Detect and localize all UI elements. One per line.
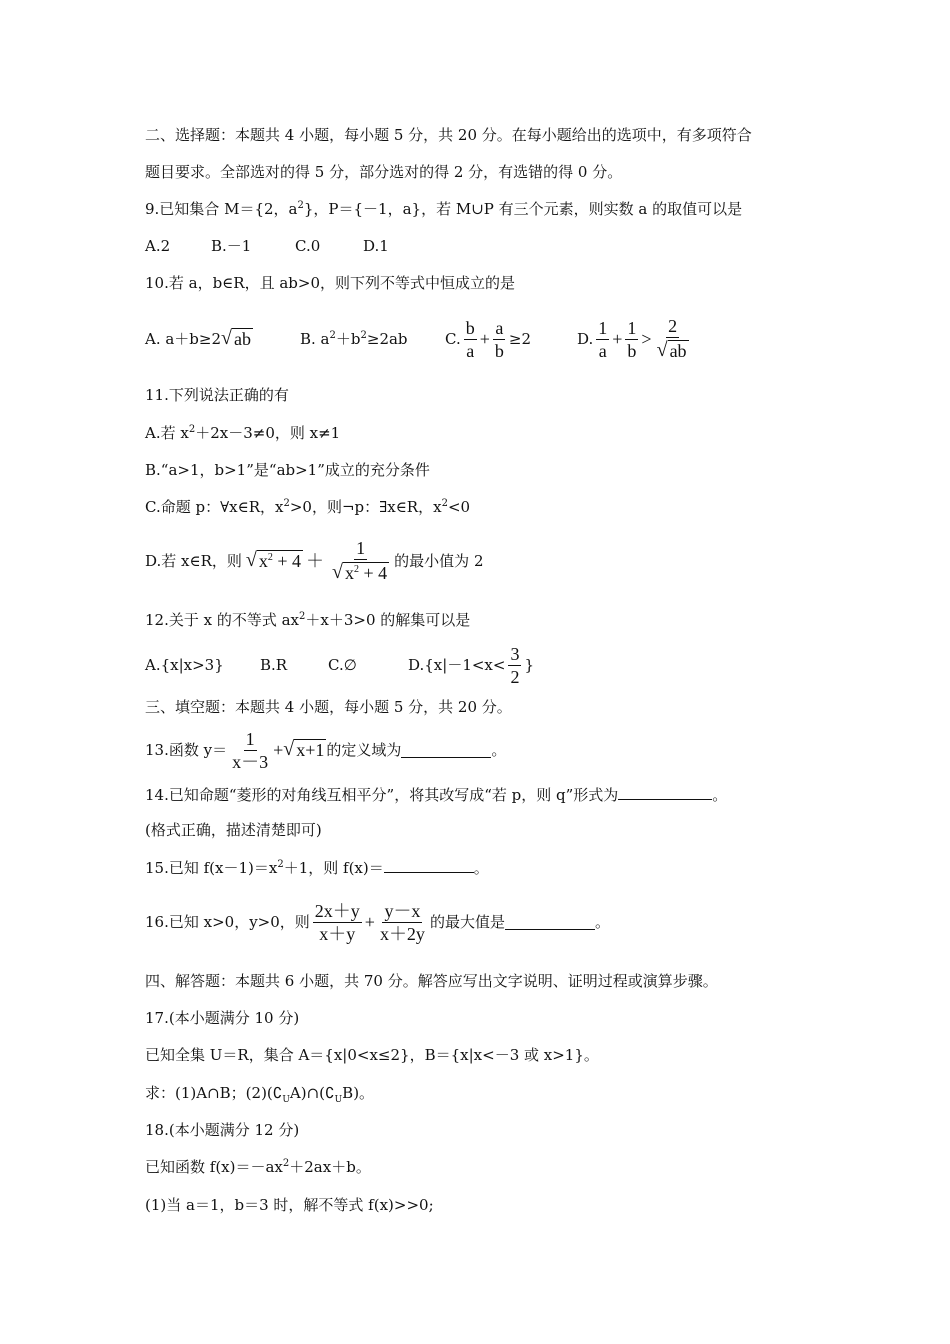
q9-option-d: D.1 [363,237,389,255]
denominator: x＋2y [379,923,425,944]
plus-sign: + [479,329,490,349]
question-9-options [145,236,389,256]
q12-option-b: B.R [260,656,288,674]
q15-end: 。 [473,859,489,877]
plus-sign: + [273,740,284,760]
question-17-line-2 [145,1083,374,1103]
denominator [330,560,391,584]
q16-answer-blank[interactable] [505,915,595,930]
q10-b-text: ≥2ab [366,330,408,348]
numerator: 3 [510,643,520,664]
question-10-options [145,316,694,362]
plus-sign: + [612,329,623,349]
q12-d-text: } [524,656,535,674]
q10-d-fraction-3 [655,317,691,362]
question-17-line-1: 已知全集 U＝R，集合 A＝{x|0<x≤2}，B＝{x|x<－3 或 x>1}。 [145,1046,599,1064]
q12-option-c: C.∅ [328,656,357,674]
numerator: 1 [627,317,637,338]
q10-option-d [577,317,694,362]
question-10-stem: 10.若 a，b∈R，且 ab>0，则下列不等式中恒成立的是 [145,274,515,292]
numerator: y－x [384,900,421,921]
q12-sup: 2 [299,611,306,622]
q13-end: 。 [491,741,507,759]
section-4-heading: 四、解答题：本题共 6 小题，共 70 分。解答应写出文字说明、证明过程或演算步骤。 [145,972,718,990]
numerator: b [465,317,475,338]
radicand-x: x [258,551,268,572]
q11-c-sup: 2 [441,498,448,509]
q12-option-d [408,645,534,686]
radicand [343,562,389,584]
q9-superscript: 2 [297,200,304,211]
denominator [655,338,691,362]
q10-b-sup: 2 [360,330,367,341]
question-17-title: 17.(本小题满分 10 分) [145,1009,300,1027]
q17-subscript: U [282,1095,290,1105]
denominator: x＋y [319,923,356,944]
greater-than-sign: > [641,329,652,349]
q10-a-sqrt: √ ab [221,327,252,350]
q10-c-label: C. [445,330,461,348]
q10-option-c [445,319,577,360]
denominator: a [598,340,607,361]
q10-b-sup: 2 [329,330,336,341]
q12-option-a: A.{x|x>3} [145,656,224,674]
q11-d-suffix: 的最小值为 2 [394,552,484,570]
q12-d-fraction [508,645,521,686]
q14-end: 。 [712,786,728,804]
radicand-tail: + 4 [272,551,302,572]
plus-sign: ＋ [306,551,325,571]
q11-a-sup: 2 [188,424,196,435]
q11-d-fraction [330,539,391,584]
question-9-stem [145,199,742,219]
q10-b-text: B. a [300,330,330,348]
q10-option-a [145,328,300,350]
q13-suffix: 的定义域为 [326,741,402,759]
q11-d-sqrt: √ $x^2 + 4$ [245,549,302,572]
q15-text: ＋1，则 f(x)＝ [283,859,384,877]
section-2-heading-line-1: 二、选择题：本题共 4 小题，每小题 5 分，共 20 分。在每小题给出的选项中，有多项符合 [145,126,752,144]
question-15 [145,858,489,878]
q11-d-text: D.若 x∈R，则 [145,552,242,570]
question-14 [145,785,727,805]
q11-option-d [145,536,483,586]
q11-c-text: >0，则¬p：∃x∈R，x [289,498,442,516]
section-3-heading: 三、填空题：本题共 4 小题，每小题 5 分，共 20 分。 [145,698,512,716]
q11-c-sup: 2 [283,498,290,509]
q17-text: A)∩(∁ [289,1084,335,1102]
q9-option-c: C.0 [295,237,321,255]
q10-b-text: ＋b [335,330,361,348]
q16-fraction-1 [313,902,362,943]
q13-sqrt: √ x+1 [283,738,325,761]
q9-option-a: A.2 [145,237,171,255]
radicand-sup: 2 [354,563,360,575]
q15-answer-blank[interactable] [384,858,474,873]
question-11-stem: 11.下列说法正确的有 [145,386,289,404]
q10-d-sqrt: √ ab [656,338,687,361]
question-18-line-2: (1)当 a＝1，b＝3 时，解不等式 f(x)>>0; [145,1196,434,1214]
q14-text: 14.已知命题“菱形的对角线互相平分”，将其改写成“若 p，则 q”形式为 [145,786,619,804]
question-13 [145,727,506,773]
q14-note: (格式正确，描述清楚即可) [145,821,322,839]
q9-stem-part: }，P＝{－1，a}，若 M∪P 有三个元素，则实数 a 的取值可以是 [303,200,743,218]
q11-d-den-sqrt: √ $x^2 + 4$ [332,560,388,583]
q11-a-text: A.若 x [145,424,189,442]
q16-end: 。 [594,913,610,931]
q16-suffix: 的最大值是 [429,913,505,931]
q10-d-label: D. [577,330,594,348]
numerator: 2 [668,315,678,336]
radicand: ab [669,340,687,361]
section-2-heading-line-2: 题目要求。全部选对的得 5 分，部分选对的得 2 分，有选错的得 0 分。 [145,163,623,181]
denominator: x－3 [232,751,269,772]
q10-c-fraction-1 [464,319,477,360]
denominator: 2 [510,666,520,687]
q11-a-text: ＋2x－3≠0，则 x≠1 [195,424,341,442]
question-18-title: 18.(本小题满分 12 分) [145,1121,300,1139]
q11-c-text: <0 [447,498,471,516]
question-18-line-1 [145,1157,371,1177]
q15-sup: 2 [277,859,284,870]
q11-c-text: C.命题 p：∀x∈R，x [145,498,284,516]
q11-option-b: B.“a>1，b>1”是“ab>1”成立的充分条件 [145,461,430,479]
q10-d-fraction-2 [625,319,638,360]
q13-answer-blank[interactable] [401,743,491,758]
plus-sign: + [364,912,375,932]
radicand-tail: + 4 [359,562,388,583]
denominator: a [466,340,475,361]
q10-a-text: A. a＋b≥2 [145,330,222,348]
denominator: b [627,340,637,361]
radicand: x+1 [296,740,325,761]
q13-fraction [230,730,270,771]
numerator: 1 [245,728,255,749]
question-12-stem [145,610,470,630]
q16-fraction-2 [378,902,427,943]
numerator: 2x＋y [314,900,360,921]
q10-d-fraction-1 [596,319,609,360]
q16-prefix: 16.已知 x>0，y>0，则 [145,913,310,931]
q12-stem-part: ＋x＋3>0 的解集可以是 [305,611,471,629]
numerator: 1 [598,317,608,338]
numerator: a [495,317,504,338]
numerator: 1 [356,537,366,558]
q10-c-fraction-2 [493,319,506,360]
q9-stem-part: 9.已知集合 M＝{2，a [145,200,298,218]
q12-d-text: D.{x|－1<x< [408,656,506,674]
q17-text: 求：(1)A∩B；(2)(∁ [145,1084,283,1102]
q11-option-c [145,497,470,517]
q10-c-relation: ≥2 [508,330,531,348]
denominator: b [494,340,504,361]
q15-text: 15.已知 f(x－1)＝x [145,859,278,877]
q11-option-a [145,423,340,443]
q18-text: 已知函数 f(x)＝－ax [145,1158,283,1176]
radicand-sup: 2 [267,552,273,564]
q12-stem-part: 12.关于 x 的不等式 ax [145,611,300,629]
question-12-options [145,642,534,688]
q14-answer-blank[interactable] [618,785,712,800]
radicand-x: x [345,562,355,583]
q10-option-b [300,329,445,349]
question-16 [145,896,610,948]
q17-subscript: U [334,1095,343,1105]
q18-text: ＋2ax＋b。 [289,1158,371,1176]
q18-sup: 2 [282,1158,290,1169]
radicand [257,550,303,572]
q13-prefix: 13.函数 y＝ [145,741,228,759]
q17-text: B)。 [342,1084,375,1102]
q10-a-radicand: ab [234,329,252,350]
q9-option-b: B.－1 [211,237,252,255]
